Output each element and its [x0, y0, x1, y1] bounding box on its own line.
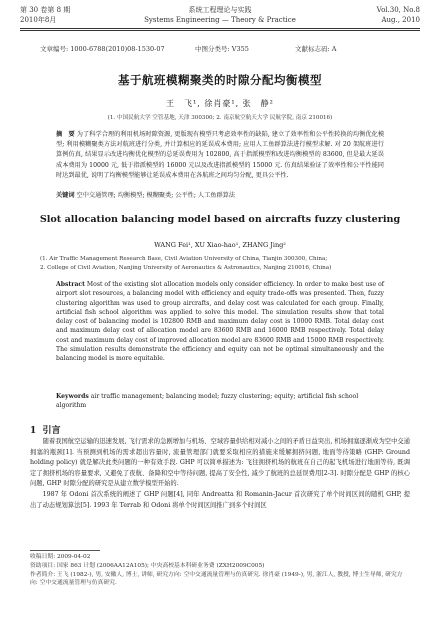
header-volume-cn: 第 30 卷第 8 期 — [20, 6, 71, 14]
header-date-cn: 2010年8月 — [20, 16, 57, 24]
header-journal-cn: 系统工程理论与实践 — [188, 6, 252, 14]
abstract-chinese — [56, 130, 384, 181]
footnote-authors: 作者简介: 王飞 (1982-), 男, 安徽人, 博士, 讲师, 研究方向: 空中交通流量管理与仿真研究. 徐肖豪 (1949-), 男, 浙江人, 教授, 博士生导师, 研究方向: 空中交通流量管理与仿真研究. — [30, 571, 403, 587]
keywords-label-en: Keywords — [56, 393, 89, 400]
body-paragraph-1: 随着我国航空运输的迅速发展, 飞行需求的急剧增加与机场、空域容量供给相对减小之间的矛盾日益突出, 机场拥塞逐渐成为空中交通拥塞的瓶颈[1]. 当预测到机场的需求超出容量时, 流量管理部门就要采取相应的措施来缓解拥挤问题, 地面等待策略 (GHP: Ground holding policy) 就是解决此类问题的一种有效手段. GHP 可以简单描述为: 飞往拥挤机场的航班在自己的起飞机场进行地面等待, 既调定了拥挤机场的容量要求, 又避免了夜航、备降和空中等待问题, 提高了安全性, 减少了航班的总延误费用[2-3]. 时隙分配是 GHP 的核心问题, GHP 时隙分配的研究是从建立数学模型开始的. — [30, 438, 410, 488]
keywords-text-en: air traffic management; balancing model; fuzzy clustering; equity; artificial fish school algorithm — [56, 393, 359, 410]
document-code: 文献标志码: A — [295, 45, 337, 53]
authors-english: WANG Fei¹, XU Xiao-hao¹, ZHANG Jing² — [154, 241, 286, 249]
affiliations-english — [40, 255, 400, 272]
keywords-text-cn: 空中交通管理; 均衡模型; 模糊聚类; 公平性; 人工鱼群算法 — [76, 192, 236, 199]
abstract-label-en: Abstract — [56, 281, 85, 288]
section-heading — [30, 423, 61, 436]
footnotes — [30, 553, 410, 588]
abstract-text-cn: 为了科学合理的利用机场时隙资源, 更版现有模型只考虑效率性的缺陷, 建立了效率性和公平性转换的均衡优化模型; 利用模糊聚类方法对航班进行分类, 并计算相应的延误成本费用; 应用人工鱼群算法进行模型求解. 对 20 架航班进行算例仿真, 结果显示改进均衡优化模型的总延误费用为 102800, 高于指派模型和改进均衡模型的 83600, 但是最大延误成本费用为 10000 元, 低于指派模型的 16000 元以及改进指派模型的 15000 元. 仿真结果验证了效率性和公平性能同时达到最优, 说明了均衡模型能够让延误成本费用在各航班之间均匀分配, 更具公平性. — [56, 131, 385, 179]
authors-chinese: 王 飞¹, 徐肖豪¹, 张 静² — [166, 99, 274, 108]
header-rule-thin — [20, 30, 420, 31]
footnote-rule — [30, 550, 100, 551]
abstract-english — [56, 280, 384, 364]
affiliation-en-1: (1. Air Traffic Management Research Base, Civil Aviation University of China, Tianjin 300300, China; — [40, 256, 328, 262]
title-english: Slot allocation balancing model based on aircrafts fuzzy clustering — [39, 214, 401, 225]
section-title: 引言 — [42, 426, 61, 436]
title-chinese: 基于航班模糊聚类的时隙分配均衡模型 — [118, 73, 322, 87]
article-id: 文章编号: 1000-6788(2010)08-1530-07 — [40, 45, 165, 53]
clc-number: 中图分类号: V355 — [195, 45, 249, 53]
header-date-en: Aug., 2010 — [381, 16, 420, 24]
abstract-label-cn: 摘 要 — [56, 131, 75, 138]
affiliation-en-2: 2. College of Civil Aviation, Nanjing University of Aeronautics & Astronautics, Nanjing 210016, China) — [40, 264, 332, 271]
body-paragraph-2: 1987 年 Odoni 首次系统的阐述了 GHP 问题[4], 同年 Andreatta 和 Romanin-Jacur 首次研究了单个时间区间的随机 GHP, 提出了动态规划算法[5]. 1993 年 Terrab 和 Odoni 将单个时间区间推广到多个时间区 — [30, 490, 410, 509]
header-journal-en: Systems Engineering — Theory & Practice — [144, 16, 296, 24]
body-text — [30, 437, 410, 511]
abstract-text-en: Most of the existing slot allocation models only consider efficiency. In order to make best use of airport slot resources, a balancing model with efficiency and equity trade-offs was presented. Then, fuzzy clustering algorithm was used to group aircrafts, and delay cost was calculated for each group. Finally, artificial fish school algorithm was applied to solve this model. The simulation results show that total delay cost of balancing model is 102800 RMB and maximum delay cost is 10000 RMB. Total delay cost and maximum delay cost of allocation model are 83600 RMB and 16000 RMB respectively. Total delay cost and maximum delay cost of improved allocation model are 83600 RMB and 15000 RMB respectively. The simulation results demonstrate the efficiency and equity can not be optimal simultaneously and the balancing model is more equitable. — [56, 281, 385, 363]
keywords-chinese — [56, 190, 384, 199]
affiliations-chinese: (1. 中国民航大学 空管基地, 天津 300300; 2. 南京航空航天大学 民航学院, 南京 210016) — [107, 115, 333, 121]
footnote-funding: 资助项目: 国家 863 计划 (2006AA12A105); 中央高校基本科研业务费 (ZXH2009C005) — [30, 562, 265, 569]
footnote-received: 收稿日期: 2009-04-02 — [30, 554, 91, 560]
header-rule — [20, 28, 420, 29]
section-number: 1 — [30, 426, 37, 436]
keywords-label-cn: 关键词 — [56, 192, 75, 199]
keywords-english — [56, 392, 384, 411]
header-volume-en: Vol.30, No.8 — [376, 6, 420, 14]
